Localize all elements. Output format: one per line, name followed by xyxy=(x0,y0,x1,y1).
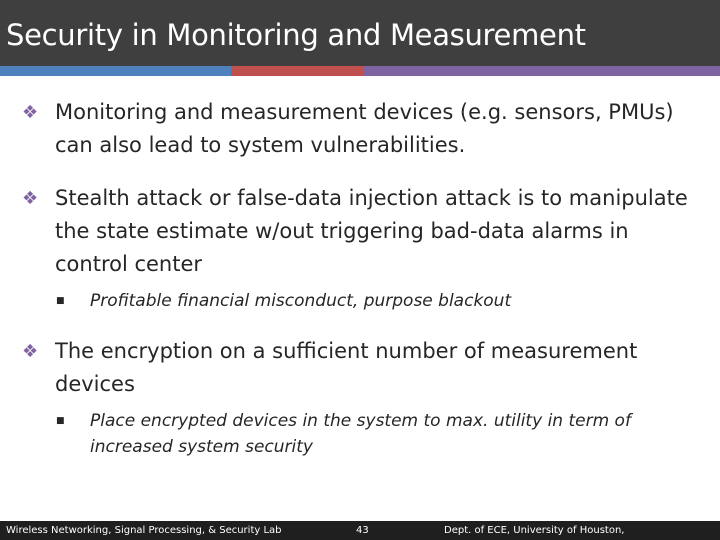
accent-bar-blue xyxy=(0,66,231,76)
sub-bullet-text: Place encrypted devices in the system to max. utility in term of increased system security xyxy=(90,411,631,457)
page-number: 43 xyxy=(356,525,369,536)
diamond-bullet-icon: ❖ xyxy=(22,188,39,209)
square-bullet-icon: ■ xyxy=(56,416,65,426)
accent-bar-red xyxy=(231,66,364,76)
slide-title: Security in Monitoring and Measurement xyxy=(6,18,586,52)
diamond-bullet-icon: ❖ xyxy=(22,341,39,362)
title-bar xyxy=(0,0,720,66)
footer xyxy=(0,521,720,540)
diamond-bullet-icon: ❖ xyxy=(22,102,39,123)
accent-bar-purple xyxy=(364,66,720,76)
footer-lab: Wireless Networking, Signal Processing, & Security Lab xyxy=(6,525,282,536)
footer-dept: Dept. of ECE, University of Houston, xyxy=(444,525,625,536)
square-bullet-icon: ■ xyxy=(56,296,65,306)
bullet-text: The encryption on a sufficient number of measurement devices xyxy=(55,339,638,396)
bullet-text: Monitoring and measurement devices (e.g. sensors, PMUs) can also lead to system vulnerabilities. xyxy=(55,100,674,157)
bullet-text: Stealth attack or false-data injection attack is to manipulate the state estimate w/out triggering bad-data alarms in control center xyxy=(55,186,688,276)
sub-bullet-text: Profitable financial misconduct, purpose blackout xyxy=(90,291,512,311)
